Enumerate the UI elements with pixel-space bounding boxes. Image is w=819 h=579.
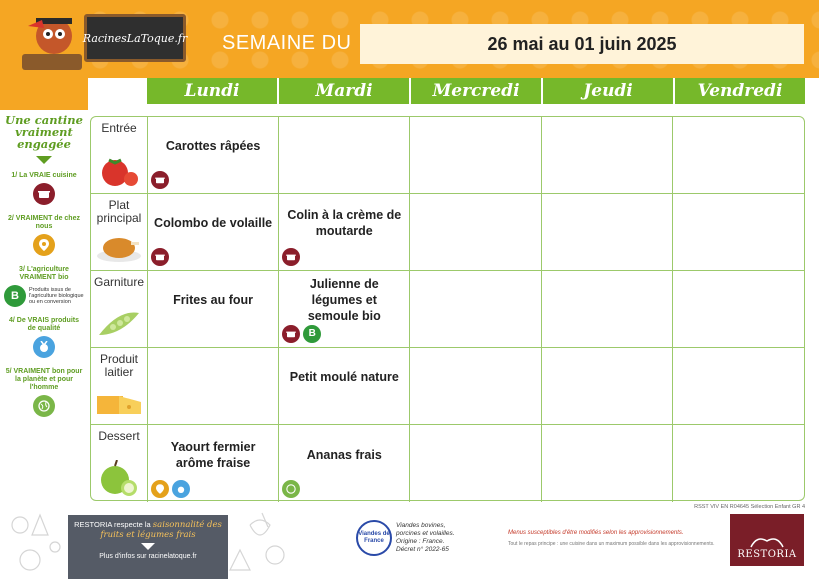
- triangle-icon: [36, 156, 52, 164]
- menu-cell: [148, 425, 279, 502]
- dish-badges: [282, 325, 321, 343]
- commitment-label: 4/ De VRAIS produits de qualité: [8, 317, 79, 332]
- menu-cell: [279, 271, 410, 347]
- dish-name: Ananas frais: [306, 447, 382, 462]
- category-name: Entrée: [101, 121, 137, 135]
- pot-icon: [151, 248, 169, 266]
- menu-cell: [148, 194, 279, 270]
- reference-code: RSST VIV EN R04645 Sélection Enfant GR 4: [694, 504, 805, 510]
- dish-badges: [282, 480, 300, 498]
- menu-cell: [279, 194, 410, 270]
- meat-origin-text: Viandes bovines, porcines et volailles. Origine : France. Décret n° 2022-65: [396, 522, 455, 553]
- logo: RacinesLaToque.fr: [84, 14, 186, 62]
- menu-cell: [542, 348, 673, 424]
- dish-badges: [151, 248, 169, 266]
- menu-cell: [148, 117, 279, 193]
- medal-icon: [33, 336, 55, 358]
- category-label: [91, 271, 148, 347]
- menu-row: [91, 425, 804, 502]
- dish-name: Frites au four: [173, 293, 254, 307]
- pot-icon: [33, 183, 55, 205]
- menu-grid: [90, 116, 805, 501]
- menu-cell: [673, 348, 804, 424]
- commitment-label: 3/ L'agriculture VRAIMENT bio: [19, 266, 69, 281]
- commitment-label: 2/ VRAIMENT de chez nous: [8, 215, 80, 230]
- menu-row: [91, 271, 804, 348]
- menu-cell: [410, 348, 541, 424]
- menu-cell: [673, 425, 804, 502]
- menu-row: [91, 117, 804, 194]
- category-label: [91, 425, 148, 502]
- commitment-item: [4, 215, 84, 256]
- menu-cell: [673, 194, 804, 270]
- menu-note: Tout le repas principe : une cuisine dans un maximum possible dans les approvisionnements.: [508, 541, 715, 547]
- commitment-item: [4, 266, 84, 307]
- bio-note-text: Produits issus de l'agriculture biologique ou en conversion: [29, 287, 84, 305]
- bio-icon: B: [4, 285, 26, 307]
- menu-cell: [542, 194, 673, 270]
- commitment-label: 1/ La VRAIE cuisine: [11, 172, 77, 179]
- dish-badges: [282, 248, 300, 266]
- category-label: [91, 348, 148, 424]
- commitment-item: [4, 317, 84, 358]
- menu-row: [91, 348, 804, 425]
- category-label: [91, 117, 148, 193]
- dish-badges: [151, 171, 169, 189]
- category-name: Garniture: [93, 275, 145, 289]
- menu-cell: [410, 425, 541, 502]
- dish-name: Yaourt fermier arôme fraise: [170, 439, 256, 470]
- seasonality-text: RESTORIA respecte la saisonnalité des fruits et légumes frais: [74, 520, 222, 540]
- day-thursday: Jeudi: [543, 78, 675, 104]
- day-header: [147, 78, 805, 104]
- dish-name: Petit moulé nature: [289, 370, 399, 384]
- commitment-label: 5/ VRAIMENT bon pour la planète et pour l'homme: [5, 368, 83, 391]
- commitment-item: [4, 172, 84, 205]
- pot-icon: [151, 171, 169, 189]
- menu-cell: [410, 117, 541, 193]
- restoria-emblem-icon: [747, 533, 787, 549]
- pot-icon: [282, 248, 300, 266]
- commitments-sidebar: [4, 114, 84, 427]
- bio-icon: B: [303, 325, 321, 343]
- menu-cell: [410, 194, 541, 270]
- day-monday: Lundi: [147, 78, 279, 104]
- restoria-logo: RESTORIA: [730, 514, 804, 566]
- dish-badges: [151, 480, 190, 498]
- menu-cell: [542, 271, 673, 347]
- date-range: 26 mai au 01 juin 2025: [360, 24, 804, 64]
- dish-name: Colin à la crème de moutarde: [287, 208, 402, 238]
- menu-cell: [542, 425, 673, 502]
- menu-cell: [279, 117, 410, 193]
- earth-icon: [33, 395, 55, 417]
- sidebar-title: Une cantine vraiment engagée: [5, 113, 83, 151]
- menu-warning: Menus susceptibles d'être modifiés selon les approvisionnements.: [508, 530, 684, 536]
- medal-icon: [172, 480, 190, 498]
- chef-mascot-icon: [18, 8, 88, 74]
- week-label: SEMAINE DU: [222, 32, 352, 54]
- category-label: [91, 194, 148, 270]
- pot-icon: [282, 325, 300, 343]
- day-wednesday: Mercredi: [411, 78, 543, 104]
- category-name: Produit laitier: [99, 352, 139, 379]
- dish-name: Julienne de légumes et semoule bio: [307, 277, 381, 323]
- menu-row: [91, 194, 804, 271]
- menu-cell: [279, 425, 410, 502]
- menu-cell: [673, 117, 804, 193]
- category-name: Dessert: [98, 429, 140, 443]
- more-info-link[interactable]: Plus d'infos sur racinelatoque.fr: [99, 553, 197, 560]
- day-tuesday: Mardi: [279, 78, 411, 104]
- triangle-icon: [141, 543, 155, 550]
- seasonality-box: [68, 515, 228, 579]
- dish-name: Colombo de volaille: [154, 216, 273, 230]
- menu-cell: [148, 271, 279, 347]
- day-friday: Vendredi: [675, 78, 805, 104]
- dish-name: Carottes râpées: [165, 139, 261, 153]
- menu-cell: [279, 348, 410, 424]
- menu-cell: [148, 348, 279, 424]
- bio-note: [4, 285, 84, 307]
- menu-cell: [542, 117, 673, 193]
- location-icon: [33, 234, 55, 256]
- menu-cell: [673, 271, 804, 347]
- earth-icon: [282, 480, 300, 498]
- menu-cell: [410, 271, 541, 347]
- location-icon: [151, 480, 169, 498]
- viandes-de-france-logo: Viandes de France: [356, 520, 392, 556]
- category-name: Plat principal: [96, 198, 142, 225]
- commitment-item: [4, 368, 84, 417]
